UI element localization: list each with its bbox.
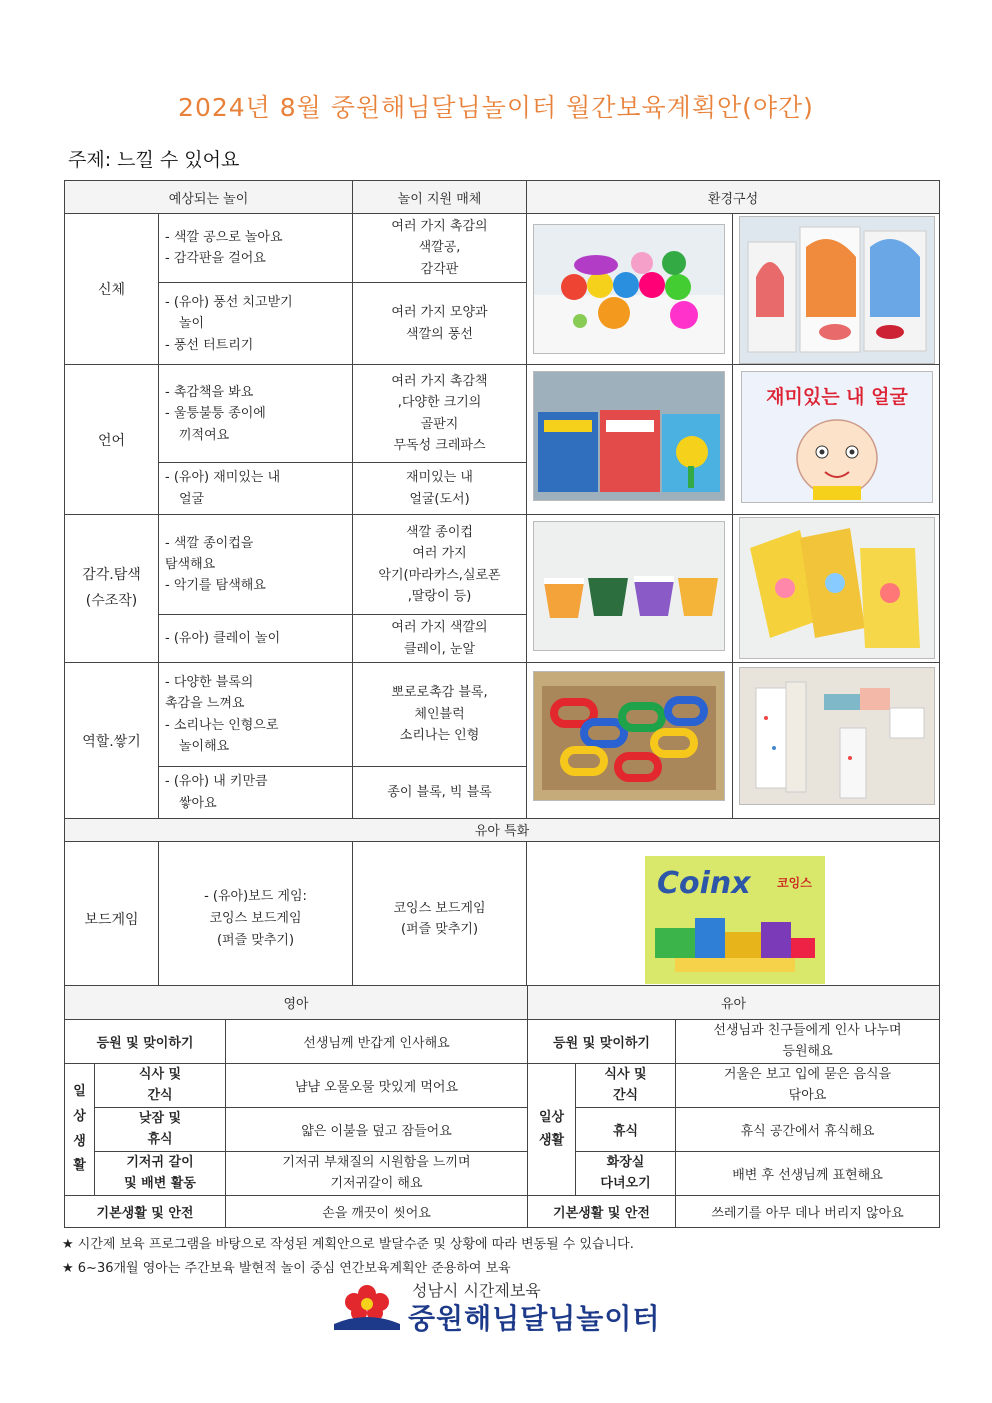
env-image-chain-blocks bbox=[527, 663, 733, 819]
topic: 주제: 느낄 수 있어요 bbox=[68, 149, 240, 171]
category-language: 언어 bbox=[65, 365, 159, 515]
env-image-board-game bbox=[527, 841, 940, 997]
infant-diaper-label: 기저귀 갈이 및 배변 활동 bbox=[95, 1152, 226, 1196]
coinx-logo: Coinx bbox=[657, 865, 751, 901]
toddler-toilet-value: 배변 후 선생님께 표현해요 bbox=[676, 1152, 940, 1196]
sensory-board-photo bbox=[739, 216, 935, 364]
toddler-safety-value: 쓰레기를 아무 데나 버리지 않아요 bbox=[676, 1196, 940, 1228]
infant-daily-group: 일 상 생 활 bbox=[65, 1064, 95, 1196]
env-image-paper-blocks bbox=[733, 663, 940, 819]
media-body-infant: 여러 가지 촉감의 색깔공, 감각판 bbox=[353, 214, 527, 283]
face-book-cover bbox=[741, 371, 933, 503]
env-image-face-book bbox=[733, 365, 940, 515]
clay-packages-photo bbox=[739, 517, 935, 659]
face-book-title: 재미있는 내 얼굴 bbox=[766, 386, 908, 409]
env-image-touch-books bbox=[527, 365, 733, 515]
media-board-game: 코잉스 보드게임 (퍼즐 맞추기) bbox=[353, 841, 527, 997]
media-sensory-toddler: 여러 가지 색깔의 클레이, 눈알 bbox=[353, 615, 527, 663]
infant-arrival-value: 선생님께 반갑게 인사해요 bbox=[226, 1020, 528, 1064]
toddler-arrival-label: 등원 및 맞이하기 bbox=[528, 1020, 676, 1064]
special-header: 유아 특화 bbox=[65, 818, 940, 841]
env-image-clay bbox=[733, 515, 940, 663]
toddler-meal-label: 식사 및 간식 bbox=[576, 1064, 676, 1108]
header-toddler: 유아 bbox=[528, 986, 940, 1020]
category-sensory: 감각.탐색 (수조작) bbox=[65, 515, 159, 663]
header-media: 놀이 지원 매체 bbox=[353, 181, 527, 214]
footnote-2: ★ 6~36개월 영아는 주간보육 발현적 놀이 중심 연간보육계획안 준용하여 보육 bbox=[62, 1261, 511, 1276]
infant-nap-label: 낮잠 및 휴식 bbox=[95, 1108, 226, 1152]
toddler-meal-value: 거울은 보고 입에 묻은 음식을 닦아요 bbox=[676, 1064, 940, 1108]
toddler-toilet-label: 화장실 다녀오기 bbox=[576, 1152, 676, 1196]
infant-safety-value: 손을 깨끗이 씻어요 bbox=[226, 1196, 528, 1228]
daily-life-table bbox=[64, 985, 940, 1228]
coinx-box-photo bbox=[645, 856, 825, 984]
sensory-balls-photo bbox=[533, 224, 725, 354]
media-language-toddler: 재미있는 내 얼굴(도서) bbox=[353, 463, 527, 515]
footnote-1: ★ 시간제 보육 프로그램을 바탕으로 작성된 계획안으로 발달수준 및 상황에 따라 변동될 수 있습니다. bbox=[62, 1237, 634, 1252]
coinx-sub: 코잉스 bbox=[777, 875, 812, 890]
infant-diaper-value: 기저귀 부채질의 시원함을 느끼며 기저귀갈이 해요 bbox=[226, 1152, 528, 1196]
category-role-blocks: 역할.쌓기 bbox=[65, 663, 159, 819]
play-blocks-infant: - 다양한 블록의 촉감을 느껴요 - 소리나는 인형으로 놀이해요 bbox=[159, 663, 353, 767]
paper-blocks-photo bbox=[739, 667, 935, 805]
play-body-infant: - 색깔 공으로 놀아요 - 감각판을 걸어요 bbox=[159, 214, 353, 283]
play-sensory-toddler: - (유아) 클레이 놀이 bbox=[159, 615, 353, 663]
toddler-arrival-value: 선생님과 친구들에게 인사 나누며 등원해요 bbox=[676, 1020, 940, 1064]
toddler-daily-group: 일상 생활 bbox=[528, 1064, 576, 1196]
logo-subtitle: 성남시 시간제보육 bbox=[412, 1281, 541, 1300]
paper-cups-photo bbox=[533, 521, 725, 651]
media-language-infant: 여러 가지 촉감책 ,다양한 크기의 골판지 무독성 크레파스 bbox=[353, 365, 527, 463]
toddler-rest-value: 휴식 공간에서 휴식해요 bbox=[676, 1108, 940, 1152]
chain-blocks-photo bbox=[533, 671, 725, 801]
logo-title: 중원해님달님놀이터 bbox=[408, 1302, 661, 1335]
touch-books-photo bbox=[533, 371, 725, 501]
media-blocks-toddler: 종이 블록, 빅 블록 bbox=[353, 767, 527, 819]
media-body-toddler: 여러 가지 모양과 색깔의 풍선 bbox=[353, 283, 527, 365]
infant-meal-value: 냠냠 오물오물 맛있게 먹어요 bbox=[226, 1064, 528, 1108]
env-image-balls bbox=[527, 214, 733, 365]
play-body-toddler: - (유아) 풍선 치고받기 놀이 - 풍선 터트리기 bbox=[159, 283, 353, 365]
play-board-game: - (유아)보드 게임: 코잉스 보드게임 (퍼즐 맞추기) bbox=[159, 841, 353, 997]
env-image-sensory-boards bbox=[733, 214, 940, 365]
infant-arrival-label: 등원 및 맞이하기 bbox=[65, 1020, 226, 1064]
seongnam-logo-icon bbox=[332, 1280, 402, 1332]
infant-meal-label: 식사 및 간식 bbox=[95, 1064, 226, 1108]
media-blocks-infant: 뽀로로촉감 블록, 체인블럭 소리나는 인형 bbox=[353, 663, 527, 767]
lego-pieces-icon bbox=[655, 908, 815, 978]
infant-nap-value: 얇은 이불을 덮고 잠들어요 bbox=[226, 1108, 528, 1152]
page-title: 2024년 8월 중원해님달님놀이터 월간보육계획안(야간) bbox=[178, 93, 814, 122]
play-sensory-infant: - 색깔 종이컵을 탐색해요 - 악기를 탐색해요 bbox=[159, 515, 353, 615]
toddler-rest-label: 휴식 bbox=[576, 1108, 676, 1152]
toddler-safety-label: 기본생활 및 안전 bbox=[528, 1196, 676, 1228]
play-blocks-toddler: - (유아) 내 키만큼 쌓아요 bbox=[159, 767, 353, 819]
header-env: 환경구성 bbox=[527, 181, 940, 214]
infant-safety-label: 기본생활 및 안전 bbox=[65, 1196, 226, 1228]
monthly-plan-table bbox=[64, 180, 940, 998]
play-language-infant: - 촉감책을 봐요 - 울퉁불퉁 종이에 끼적여요 bbox=[159, 365, 353, 463]
category-body: 신체 bbox=[65, 214, 159, 365]
face-illustration-icon bbox=[787, 410, 887, 500]
header-play: 예상되는 놀이 bbox=[65, 181, 353, 214]
env-image-paper-cups bbox=[527, 515, 733, 663]
category-board-game: 보드게임 bbox=[65, 841, 159, 997]
header-infant: 영아 bbox=[65, 986, 528, 1020]
media-sensory-infant: 색깔 종이컵 여러 가지 악기(마라카스,실로폰 ,딸랑이 등) bbox=[353, 515, 527, 615]
play-language-toddler: - (유아) 재미있는 내 얼굴 bbox=[159, 463, 353, 515]
